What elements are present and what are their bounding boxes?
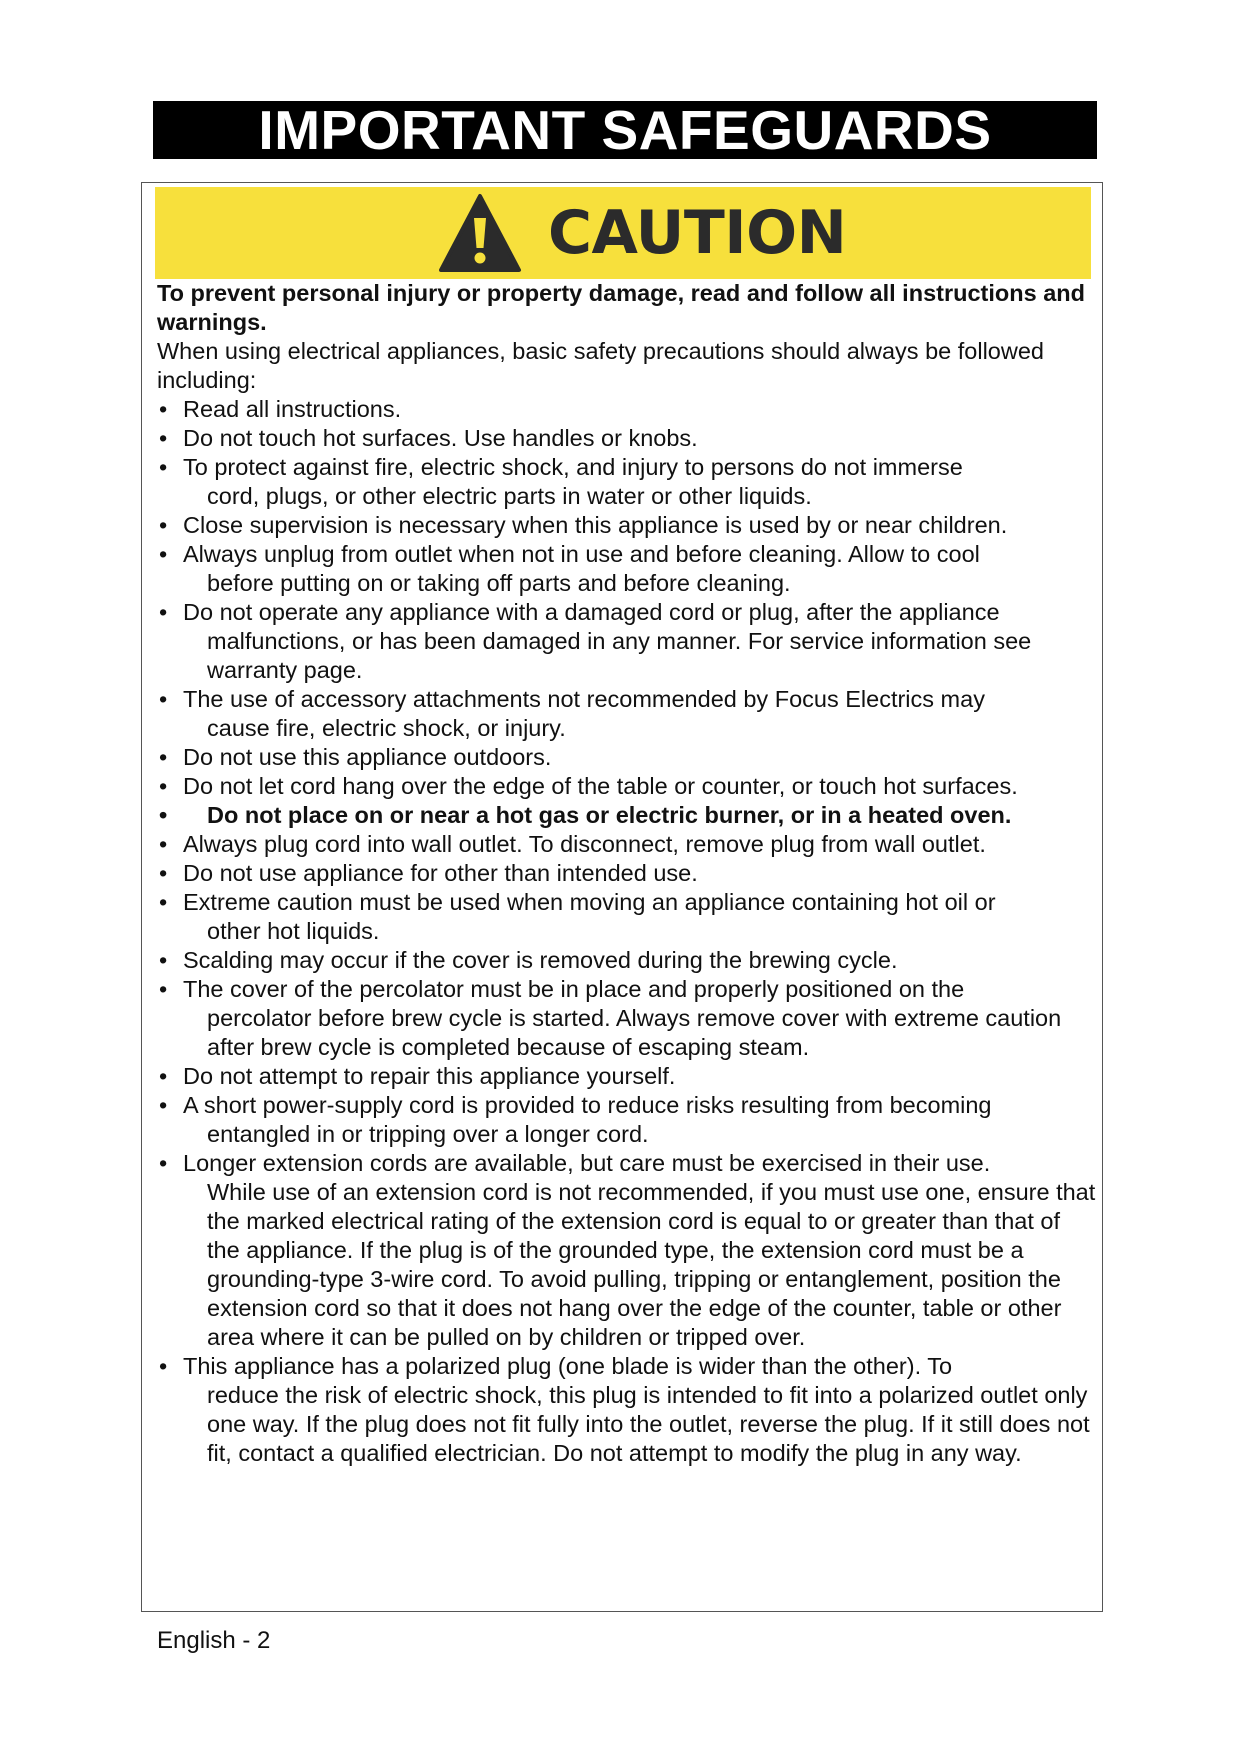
list-item: • Do not place on or near a hot gas or electric burner, or in a heated oven.: [157, 801, 1097, 830]
page-number: English - 2: [157, 1627, 271, 1654]
list-item: • Longer extension cords are available, but care must be exercised in their use. While use of an extension cord is not recommended, if you must use one, ensure that the marked electrical rating of the extension cord is equal to or greater than that of the appliance. If the plug is of the grounded type, the extension cord must be a grounding-type 3-wire cord. To avoid pulling, tripping or entanglement, position the extension cord so that it does not hang over the edge of the counter, table or other area where it can be pulled on by children or tripped over.: [157, 1149, 1097, 1352]
list-item: • Extreme caution must be used when moving an appliance containing hot oil or other hot liquids.: [157, 888, 1097, 946]
page-title: IMPORTANT SAFEGUARDS: [153, 101, 1097, 159]
list-item: • Read all instructions.: [157, 395, 1097, 424]
list-item: • A short power-supply cord is provided to reduce risks resulting from becoming entangled in or tripping over a longer cord.: [157, 1091, 1097, 1149]
list-item: • Do not use appliance for other than intended use.: [157, 859, 1097, 888]
list-item: • Do not use this appliance outdoors.: [157, 743, 1097, 772]
list-item: • Close supervision is necessary when this appliance is used by or near children.: [157, 511, 1097, 540]
list-item: • The use of accessory attachments not recommended by Focus Electrics may cause fire, electric shock, or injury.: [157, 685, 1097, 743]
list-item: • Do not attempt to repair this appliance yourself.: [157, 1062, 1097, 1091]
intro-warning: To prevent personal injury or property damage, read and follow all instructions and warnings.: [157, 280, 1085, 335]
safeguard-list: [157, 395, 1097, 1468]
list-item: • Do not let cord hang over the edge of the table or counter, or touch hot surfaces.: [157, 772, 1097, 801]
warning-triangle-icon: [438, 192, 522, 274]
caution-label: CAUTION: [548, 198, 847, 268]
list-item: • This appliance has a polarized plug (one blade is wider than the other). To reduce the risk of electric shock, this plug is intended to fit into a polarized outlet only one way. If the plug does not fit fully into the outlet, reverse the plug. If it still does not fit, contact a qualified electrician. Do not attempt to modify the plug in any way.: [157, 1352, 1097, 1468]
list-item: • Do not operate any appliance with a damaged cord or plug, after the appliance malfunctions, or has been damaged in any manner. For service information see warranty page.: [157, 598, 1097, 685]
list-item: • Do not touch hot surfaces. Use handles or knobs.: [157, 424, 1097, 453]
list-item: • The cover of the percolator must be in place and properly positioned on the percolator before brew cycle is started. Always remove cover with extreme caution after brew cycle is completed because of escaping steam.: [157, 975, 1097, 1062]
list-item: • Always plug cord into wall outlet. To disconnect, remove plug from wall outlet.: [157, 830, 1097, 859]
list-item: • Scalding may occur if the cover is removed during the brewing cycle.: [157, 946, 1097, 975]
safeguards-content: [157, 279, 1097, 1468]
caution-banner: [155, 187, 1091, 279]
list-item: • Always unplug from outlet when not in use and before cleaning. Allow to cool before putting on or taking off parts and before cleaning.: [157, 540, 1097, 598]
intro-text: When using electrical appliances, basic safety precautions should always be followed including:: [157, 338, 1044, 393]
list-item: • To protect against fire, electric shock, and injury to persons do not immerse cord, plugs, or other electric parts in water or other liquids.: [157, 453, 1097, 511]
